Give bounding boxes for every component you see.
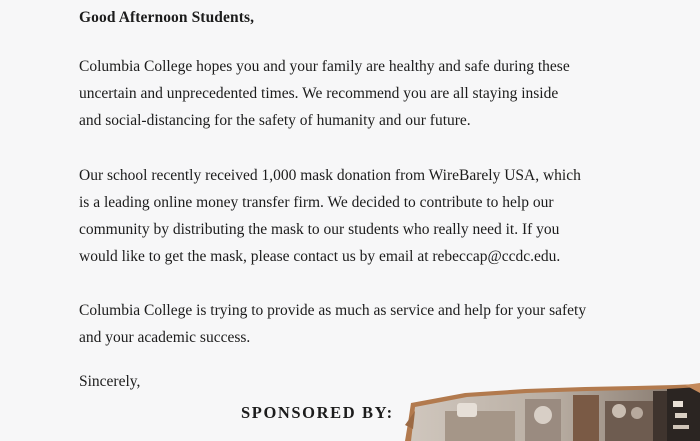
- sponsor-photo: [405, 381, 700, 441]
- closing-signoff: Sincerely,: [79, 373, 141, 390]
- letter-paragraph-3: [79, 297, 639, 351]
- greeting-heading: Good Afternoon Students,: [79, 9, 255, 26]
- paragraph-line: Columbia College is trying to provide as much as service and help for your safety: [79, 302, 587, 319]
- sponsored-by-label: SPONSORED BY:: [241, 403, 394, 422]
- paragraph-line: would like to get the mask, please contact us by email at rebeccap@ccdc.edu.: [79, 248, 561, 265]
- paragraph-line: uncertain and unprecedented times. We recommend you are all staying inside: [79, 85, 559, 102]
- paragraph-line: community by distributing the mask to our students who really need it. If you: [79, 221, 560, 238]
- letter-paragraph-1: [79, 53, 639, 134]
- letter-paragraph-2: [79, 162, 639, 270]
- paragraph-line: is a leading online money transfer firm. We decided to contribute to help our: [79, 194, 554, 211]
- paragraph-line: Our school recently received 1,000 mask donation from WireBarely USA, which: [79, 167, 581, 184]
- paragraph-line: Columbia College hopes you and your family are healthy and safe during these: [79, 58, 570, 75]
- paragraph-line: and social-distancing for the safety of humanity and our future.: [79, 112, 471, 129]
- paragraph-line: and your academic success.: [79, 329, 251, 346]
